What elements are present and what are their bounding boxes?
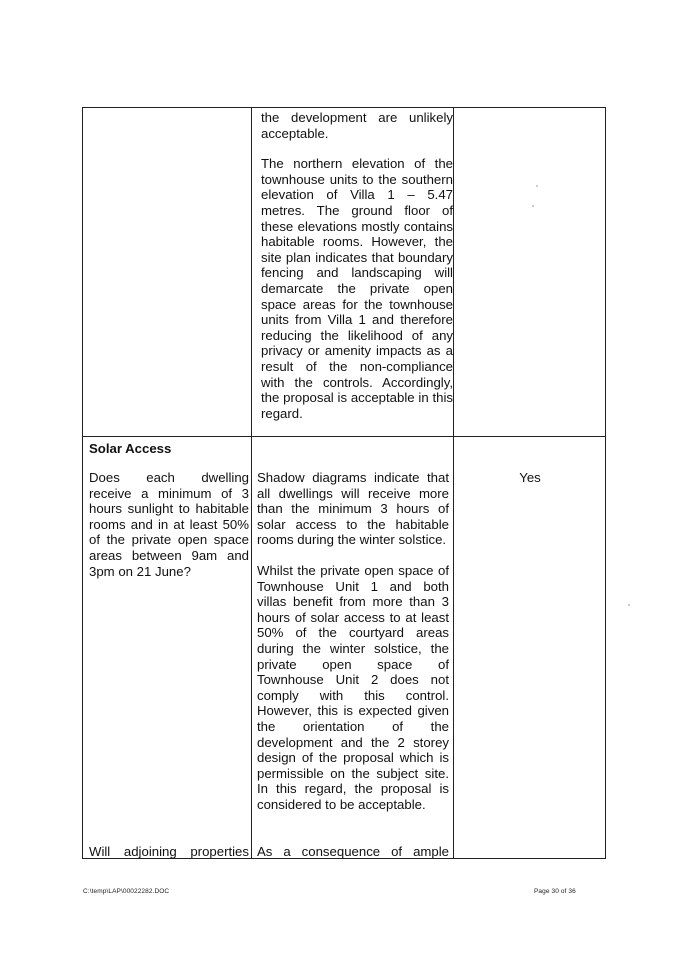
- comment-paragraph: Shadow diagrams indicate that all dwellings will receive more than the minimum 3 hours of solar access to the habitable rooms during the winter solstice.: [257, 470, 449, 548]
- comment-paragraph: Whilst the private open space of Townhouse Unit 1 and both villas benefit from more than 3 hours of solar access to at least 50% of the courtyard areas during the winter solstice, the private open space of Townhouse Unit 2 does not comply with this control. However, this is expected given the orientation of the development and the 2 storey design of the proposal which is permissible on the subject site. In this regard, the proposal is considered to be acceptable.: [257, 562, 449, 812]
- scan-speck: [536, 185, 538, 187]
- scan-speck: [532, 205, 534, 207]
- footer-page-number: Page 30 of 36: [534, 888, 576, 895]
- question-cell: [89, 470, 249, 579]
- scan-speck: [628, 604, 630, 606]
- comment-paragraph: The northern elevation of the townhouse units to the southern elevation of Villa 1 – 5.47 metres. The ground floor of these elevations mostly contains habitable rooms. However, the site plan indicates that boundary fencing and landscaping will demarcate the private open space areas for the townhouse units from Villa 1 and therefore reducing the likelihood of any privacy or amenity impacts as a result of the non-compliance with the controls. Accordingly, the proposal is acceptable in this regard.: [261, 156, 453, 421]
- comment-paragraph: the development are unlikely acceptable.: [261, 110, 453, 141]
- section-heading: Solar Access: [89, 441, 172, 456]
- question-text: Does each dwelling receive a minimum of 3 hours sunlight to habitable rooms and in at least 50% of the private open space areas between 9am and 3pm on 21 June?: [89, 470, 249, 579]
- assessment-table: [82, 107, 606, 859]
- compliance-answer: Yes: [519, 470, 541, 485]
- footer-file-path: C:\temp\LAP\00022282.DOC: [83, 888, 170, 895]
- row-divider: [83, 436, 605, 437]
- column-divider: [251, 108, 252, 858]
- column-divider: [453, 108, 454, 858]
- comment-cell: [257, 470, 449, 812]
- comment-text-partial: As a consequence of ample: [257, 844, 449, 859]
- question-text-partial: Will adjoining properties: [89, 844, 249, 859]
- continued-comment-cell: [261, 110, 453, 421]
